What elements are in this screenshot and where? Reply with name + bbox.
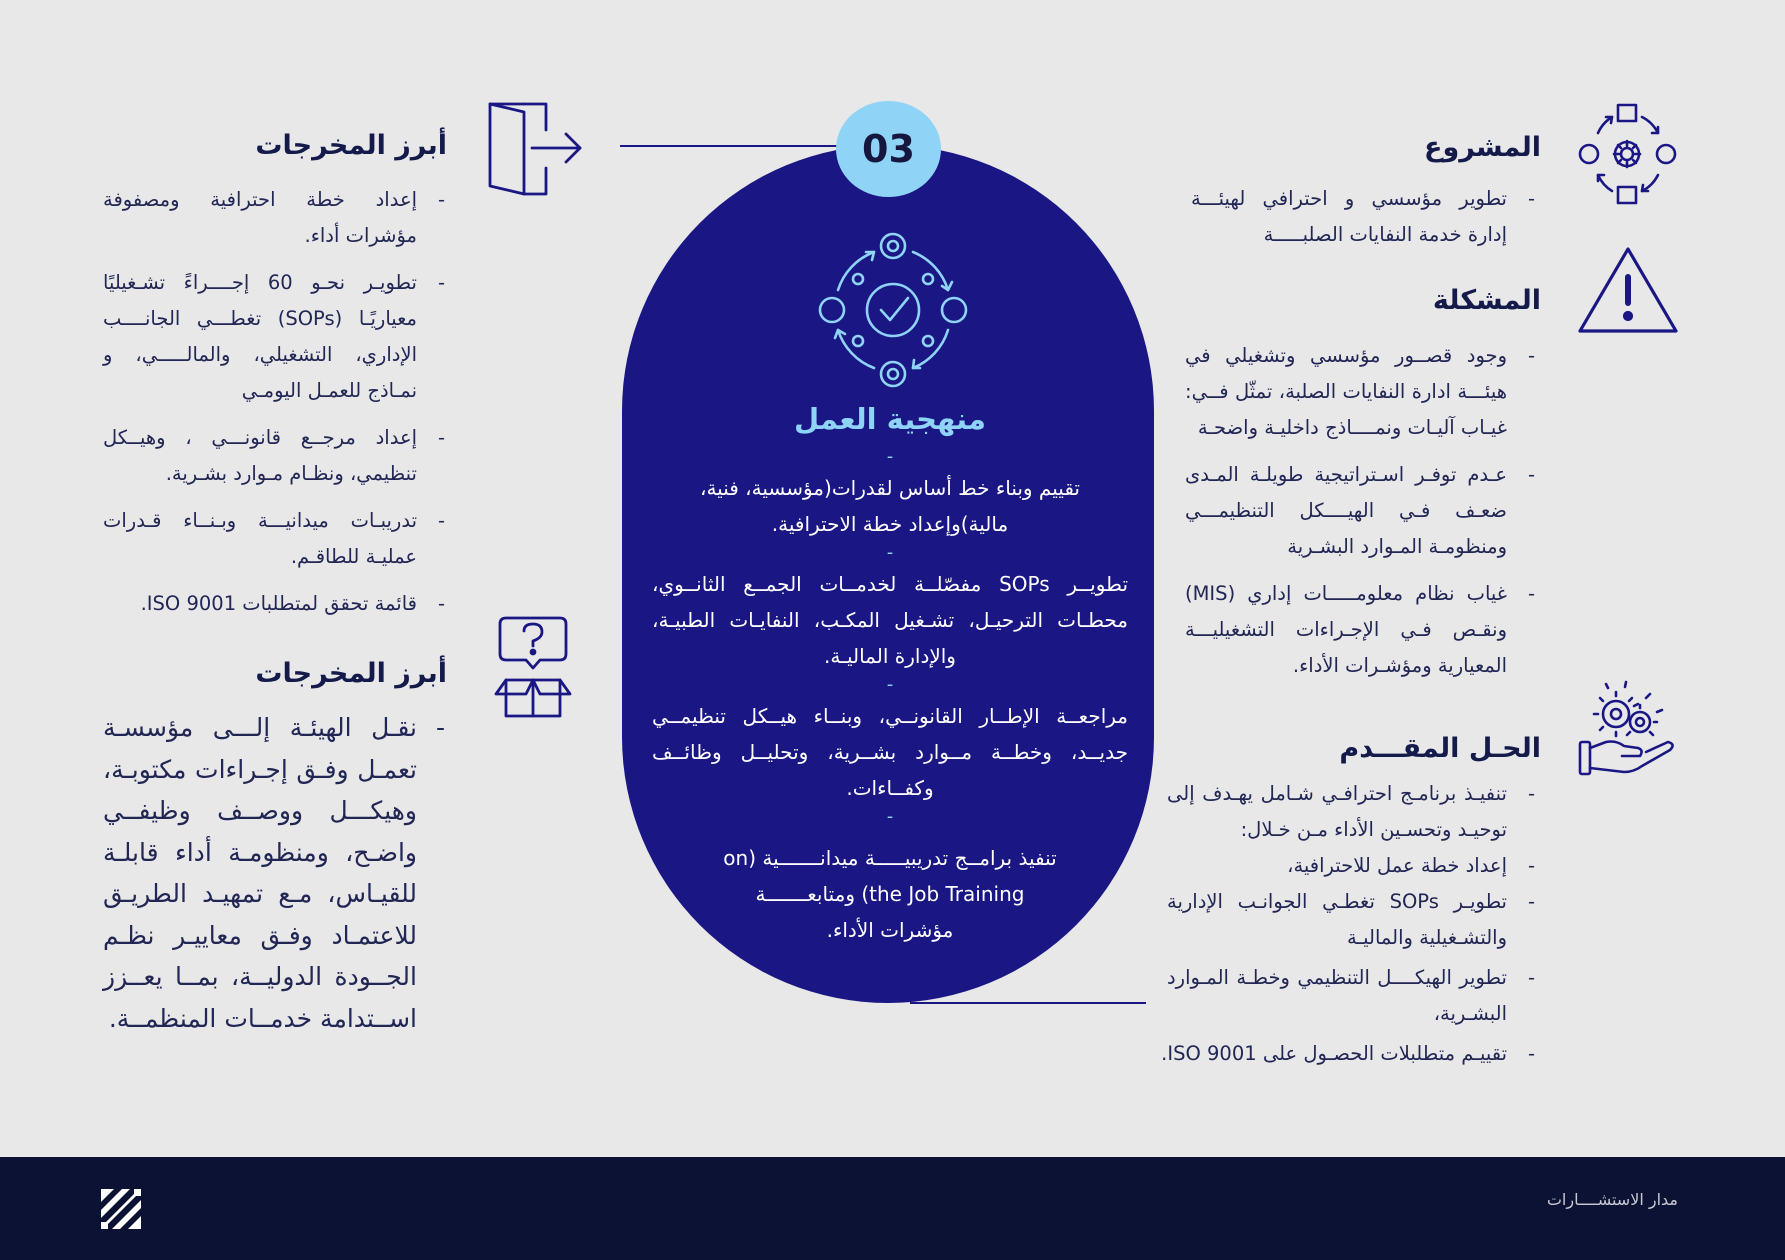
- list-item: - تنفيـذ برنامـج احترافـي شـامل يهـدف إلى توحيـد وتحسـين الأداء مـن خـلال:: [1167, 776, 1537, 848]
- outputs-bottom-list: [103, 707, 447, 1050]
- list-item: - إعداد مرجــع قانونـــي ، وهيــكل تنظيمي، ونظـام مـوارد بشـرية.: [103, 420, 447, 492]
- list-item: - تطوير الهيكــــل التنظيمي وخطـة المـوارد البشـرية،: [1167, 960, 1537, 1032]
- list-item: - نقـل الهيئـة إلـــى مؤسسـة تعمـل وفـق إجـراءات مكتوبـة، وهيكـــل ووصــف وظيفــي واضـح، ومنظومـة أداء قابلـة للقيـاس، مـع تمهيـد الطريـق للاعتمـاد وفـق معاييـر نظـم الجــودة الدوليــة، بمــا يعــزز اســتدامة خدمــات المنظمــة.: [103, 707, 447, 1039]
- project-list: [1191, 181, 1537, 264]
- solution-list: [1161, 776, 1537, 1083]
- connector-line-top: [620, 145, 842, 147]
- list-item: - وجود قصــور مؤسسي وتشغيلي في هيئـــة ادارة النفايات الصلبة، تمثّل فــي: غيـاب آليـات ونمــــاذج داخليـة واضحـة: [1185, 338, 1537, 446]
- separator-dash: -: [886, 542, 894, 563]
- process-cycle-icon: [1576, 103, 1680, 205]
- separator-dash: -: [886, 674, 894, 695]
- separator-dash: -: [886, 446, 894, 467]
- outputs-top-title: أبرز المخرجات: [255, 130, 447, 161]
- methodology-paragraph: تنفيذ برامــج تدريبيـــــة ميدانـــــــية (on the Job Training) ومتابعـــــــة مؤشرات الأداء.: [723, 846, 1057, 942]
- list-item: - تدريبـات ميدانيـــة وبـنــاء قـدرات عمليـة للطاقـم.: [103, 503, 447, 575]
- outputs-bottom-title: أبرز المخرجات: [255, 658, 447, 689]
- problem-list: [1185, 338, 1537, 695]
- methodology-paragraph: تطويــر SOPs مفصّلــة لخدمــات الجمــع الثانــوي، محطـات الترحيـل، تشـغيل المكـب، النفايـات الطبيـة، والإدارة الماليـة.: [652, 572, 1129, 668]
- list-item: - إعداد خطة احترافية ومصفوفة مؤشرات أداء.: [103, 182, 447, 254]
- problem-title: المشكلة: [1432, 285, 1541, 316]
- project-title: المشروع: [1424, 132, 1541, 163]
- step-number-badge: 03: [836, 101, 941, 197]
- list-item: - تطويـر SOPs تغطـي الجوانـب الإدارية والتشـغيلية والماليـة: [1167, 884, 1537, 956]
- methodology-cycle-icon: [818, 230, 968, 390]
- methodology-paragraph: تقييم وبناء خط أساس لقدرات(مؤسسية، فنية، مالية)وإعداد خطة الاحترافية.: [700, 476, 1080, 536]
- list-item: - تطوير مؤسسي و احترافي لهيئـــة إدارة خدمة النفايات الصلبـــــة: [1191, 181, 1537, 253]
- list-item: - إعداد خطة عمل للاحترافية،: [1167, 848, 1537, 884]
- separator-dash: -: [886, 806, 894, 827]
- footer-bar: [0, 1157, 1785, 1260]
- list-item: - عـدم توفـر اسـتراتيجية طويلـة المـدى ضعـف فـي الهيــــكل التنظيمـــي ومنظومـة المـوارد البشـرية: [1185, 457, 1537, 565]
- hand-gears-icon: [1576, 680, 1680, 780]
- brand-logo-icon: [100, 1188, 142, 1230]
- warning-icon: [1576, 245, 1680, 337]
- question-box-icon: [492, 614, 574, 720]
- methodology-title: منهجية العمل: [794, 402, 986, 436]
- list-item: - غياب نظام معلومـــــات إداري (MIS) ونقـص فـي الإجـراءات التشغيليـــة المعيارية ومؤشـرات الأداء.: [1185, 576, 1537, 684]
- exit-door-arrow-icon: [486, 100, 584, 198]
- outputs-top-list: [103, 182, 447, 633]
- methodology-content: [652, 446, 1128, 948]
- solution-title: الحـل المقـــدم: [1339, 733, 1541, 764]
- list-item: - قائمة تحقق لمتطلبات ISO 9001.: [103, 586, 447, 622]
- connector-line-bottom: [910, 1002, 1146, 1004]
- footer-brand-name: مدار الاستشــــارات: [1546, 1190, 1678, 1209]
- methodology-paragraph: مراجعــة الإطــار القانونــي، وبنــاء هيــكل تنظيمــي جديــد، وخطــة مــوارد بشــرية، وتحليــل وظائــف وكفــاءات.: [652, 704, 1128, 800]
- list-item: - تقييـم متطلبلات الحصـول على ISO 9001.: [1167, 1036, 1537, 1072]
- list-item: - تطويـر نحـو 60 إجــــراءً تشـغيليًا معياريًـا (SOPs) تغطـــي الجانــــب الإداري، التشغيلي، والمالـــــي، و نمـاذج للعمـل اليومـي: [103, 265, 447, 409]
